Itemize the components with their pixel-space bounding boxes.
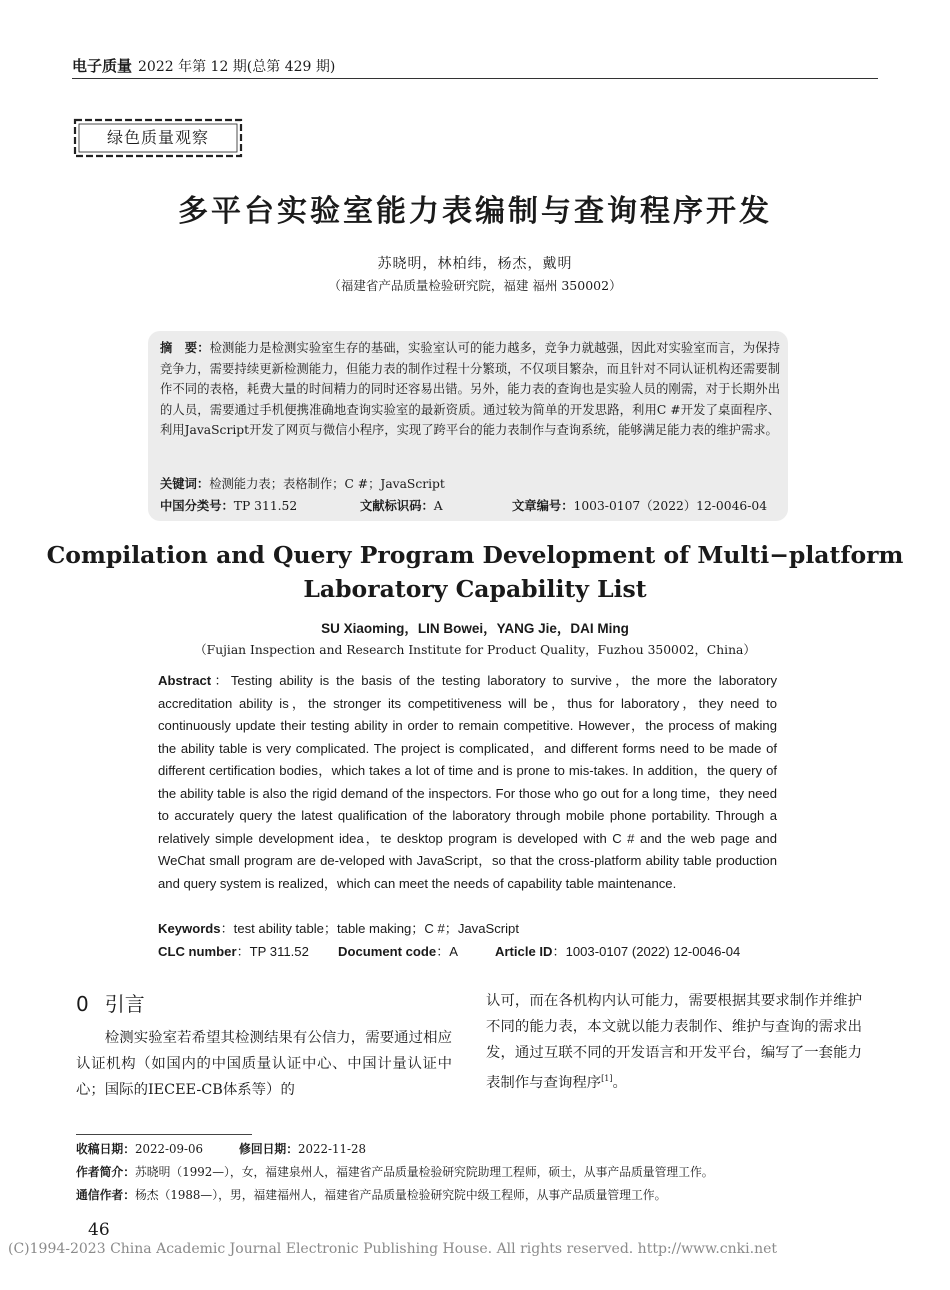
citation-ref[interactable]: [1] xyxy=(601,1074,613,1083)
doc-code-cn xyxy=(360,496,443,514)
keywords-cn-value: 检测能力表；表格制作；C #；JavaScript xyxy=(209,477,445,491)
keywords-cn-label: 关键词： xyxy=(160,477,210,491)
page-number: 46 xyxy=(88,1220,110,1240)
article-id-cn-value: 1003-0107（2022）12-0046-04 xyxy=(573,499,768,513)
keywords-en xyxy=(158,918,519,937)
article-id-en-value: ：1003-0107 (2022) 12-0046-04 xyxy=(552,944,741,959)
received-label: 收稿日期： xyxy=(76,1142,135,1156)
section-title: 引言 xyxy=(104,992,145,1016)
author-bio-label: 作者简介： xyxy=(76,1165,135,1179)
copyright-notice: (C)1994-2023 China Academic Journal Electronic Publishing House. All rights reserved. http://www.cnki.net xyxy=(8,1241,778,1257)
journal-header xyxy=(72,55,335,76)
column-tag-label: 绿色质量观察 xyxy=(106,128,209,147)
journal-name: 电子质量 xyxy=(72,57,133,75)
corresponding-label: 通信作者： xyxy=(76,1188,135,1202)
paper-title-cn: 多平台实验室能力表编制与查询程序开发 xyxy=(178,194,772,229)
author-bio-text: 苏晓明（1992—），女，福建泉州人，福建省产品质量检验研究院助理工程师，硕士，从事产品质量管理工作。 xyxy=(135,1165,714,1179)
paper-title-en: Compilation and Query Program Development of Multi−platform Laboratory Capability List xyxy=(46,541,904,603)
keywords-en-label: Keywords xyxy=(158,921,221,936)
authors-en: SU Xiaoming，LIN Bowei，YANG Jie，DAI Ming xyxy=(321,621,629,636)
body-text-right xyxy=(486,988,862,1096)
doc-code-en-value: ：A xyxy=(436,944,459,959)
paragraph-right xyxy=(486,988,862,1096)
doc-code-en xyxy=(338,941,458,960)
paragraph-left: 检测实验室若希望其检测结果有公信力，需要通过相应认证机构（如国内的中国质量认证中心、中国计量认证中心；国际的IECEE-CB体系等）的 xyxy=(76,1030,452,1098)
abstract-cn-label: 摘 要： xyxy=(160,341,210,355)
revised-label: 修回日期： xyxy=(239,1142,299,1156)
keywords-en-value: ：test ability table；table making；C #；JavaScript xyxy=(220,921,519,936)
abstract-en-text: ：Testing ability is the basis of the testing laboratory to survive，the more the laboratory accreditation ability is，the stronger its competitiveness will be，thus for laboratory，they need to continuously update their testing ability in order to remain competitive. However，the process of making the ability table is very complicated. The project is complicated，and different forms need to be made of different certification bodies，which takes a lot of time and is prone to mis-takes. In addition，the query of the ability table is also the rigid demand of the inspectors. For those who go out for a long time，they need to accurately query the latest qualification of the laboratory through mobile phone portability. Through a relatively simple development idea，te desktop program is developed with C # and the web page and WeChat small program are de-veloped with JavaScript，so that the cross-platform ability table production and query system is realized，which can meet the needs of capability table maintenance. xyxy=(158,673,777,891)
article-id-cn xyxy=(512,496,767,514)
article-id-cn-label: 文章编号： xyxy=(512,499,574,513)
column-tag xyxy=(72,117,244,159)
footnote-dates xyxy=(76,1140,366,1157)
abstract-en xyxy=(158,670,777,895)
body-text-left xyxy=(76,1025,452,1103)
abstract-en-label: Abstract xyxy=(158,673,212,688)
footnote-author-bio xyxy=(76,1163,714,1180)
clc-en xyxy=(158,941,309,960)
classification-cn xyxy=(160,496,780,516)
clc-cn-label: 中国分类号： xyxy=(160,499,234,513)
revised-date: 2022-11-28 xyxy=(298,1142,367,1156)
clc-cn xyxy=(160,496,297,514)
doc-code-cn-label: 文献标识码： xyxy=(360,499,434,513)
section-number: 0 xyxy=(76,992,89,1016)
article-id-en xyxy=(495,941,740,960)
article-id-en-label: Article ID xyxy=(495,944,553,959)
clc-en-label: CLC number xyxy=(158,944,237,959)
classification-en xyxy=(158,941,777,963)
affiliation-cn: （福建省产品质量检验研究院，福建 福州 350002） xyxy=(328,278,622,293)
journal-issue: 2022 年第 12 期(总第 429 期) xyxy=(138,59,336,75)
footnote-corresponding xyxy=(76,1186,666,1203)
paragraph-right-text: 认可，而在各机构内认可能力，需要根据其要求制作并维护不同的能力表，本文就以能力表制作、维护与查询的需求出发，通过互联不同的开发语言和开发平台，编写了一套能力表制作与查询程序 xyxy=(486,993,862,1091)
clc-en-value: ：TP 311.52 xyxy=(236,944,309,959)
affiliation-en: （Fujian Inspection and Research Institute for Product Quality，Fuzhou 350002，China） xyxy=(194,643,756,657)
abstract-cn xyxy=(160,338,780,441)
keywords-cn xyxy=(160,474,445,492)
section-heading xyxy=(76,988,145,1017)
paragraph-right-end: 。 xyxy=(612,1074,627,1091)
corresponding-text: 杨杰（1988—），男，福建福州人，福建省产品质量检验研究院中级工程师，从事产品质量管理工作。 xyxy=(135,1188,667,1202)
footnote-divider xyxy=(76,1134,252,1135)
doc-code-cn-value: A xyxy=(433,499,443,513)
received-date: 2022-09-06 xyxy=(135,1142,204,1156)
abstract-cn-text: 检测能力是检测实验室生存的基础，实验室认可的能力越多，竞争力就越强，因此对实验室而言，为保持竞争力，需要持续更新检测能力，但能力表的制作过程十分繁琐，不仅项目繁杂，而且针对不同认证机构还需要制作不同的表格，耗费大量的时间精力的同时还容易出错。另外，能力表的查询也是实验人员的刚需，对于长期外出的人员，需要通过手机便携准确地查询实验室的最新资质。通过较为简单的开发思路，利用C #开发了桌面程序、利用JavaScript开发了网页与微信小程序，实现了跨平台的能力表制作与查询系统，能够满足能力表的维护需求。 xyxy=(160,341,780,438)
header-divider xyxy=(72,78,878,79)
doc-code-en-label: Document code xyxy=(338,944,437,959)
clc-cn-value: TP 311.52 xyxy=(233,499,298,513)
authors-cn: 苏晓明，林柏纬，杨杰，戴明 xyxy=(377,256,573,272)
